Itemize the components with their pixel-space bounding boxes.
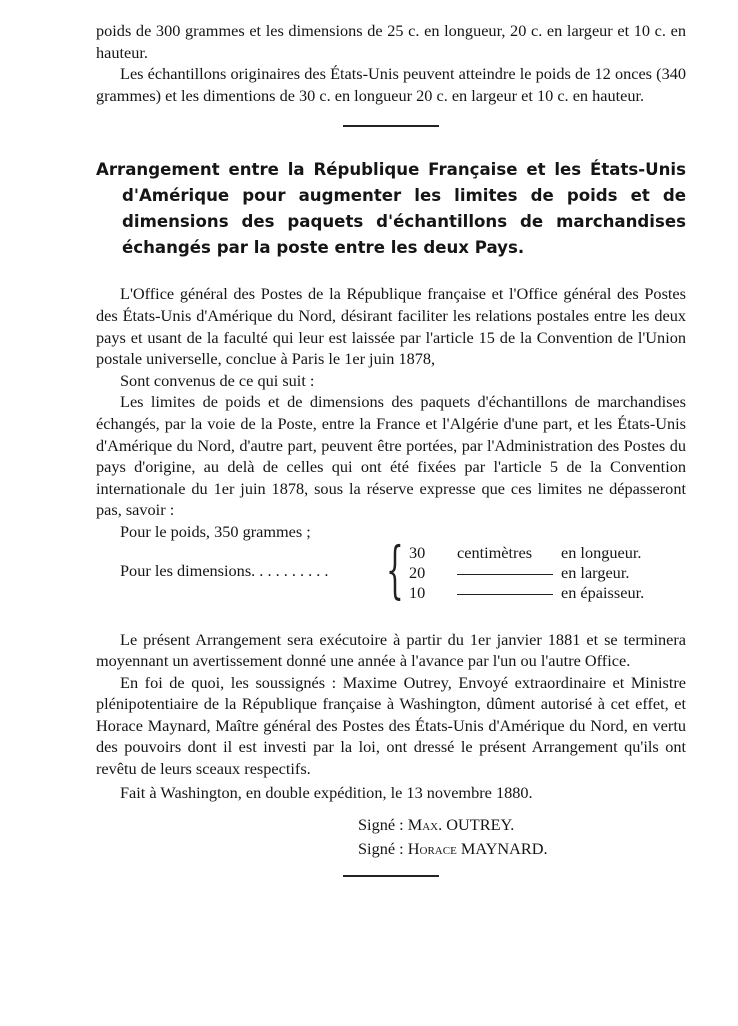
signature-name: Max. OUTREY. (407, 815, 515, 835)
dimension-measure: en largeur. (561, 562, 630, 582)
dimension-value: 20 (409, 562, 426, 582)
title-line-2: d'Amérique pour augmenter les limites de poids et de (122, 186, 686, 206)
intro-paragraph-2: Les échantillons originaires des États-Unis peuvent atteindre le poids de 12 onces (340 grammes) et les dimentions de 30 c. en longueur 20 c. en largeur et 10 c. en hauteur. (96, 64, 686, 105)
dimensions-label: Pour les dimensions. . . . . . . . . . (120, 560, 329, 580)
signature-name: Horace MAYNARD. (407, 839, 548, 859)
dimension-row-width (409, 563, 689, 583)
preamble-paragraph: L'Office général des Postes de la République française et l'Office général des Postes des États-Unis d'Amérique du Nord, désirant faciliter les relations postales entre les deux pays et usant de la faculté qui leur est laissée par l'article 15 de la Convention de l'Union postale universelle, conclue à Paris le 1er juin 1878, (96, 284, 686, 369)
ditto-dash (457, 574, 553, 575)
weight-limit: Pour le poids, 350 grammes ; (120, 521, 311, 541)
dimension-value: 30 (409, 542, 426, 562)
dimension-measure: en longueur. (561, 542, 642, 562)
brace-glyph: { (386, 532, 404, 606)
signature-outrey (96, 813, 686, 837)
arrangement-title (96, 157, 686, 261)
dimensions-block (96, 532, 686, 606)
signature-prefix: Signé : (358, 815, 404, 835)
title-line-3: dimensions des paquets d'échantillons de marchandises (122, 212, 686, 232)
dimension-row-thickness (409, 583, 689, 603)
convenus-line: Sont convenus de ce qui suit : (120, 370, 315, 390)
executoire-paragraph: Le présent Arrangement sera exécutoire à partir du 1er janvier 1881 et se terminera moyennant un avertissement donné une année à l'avance par l'un ou l'autre Office. (96, 629, 686, 671)
en-foi-paragraph: En foi de quoi, les soussignés : Maxime Outrey, Envoyé extraordinaire et Ministre plénipotentiaire de la République française à Washington, dûment autorisé à cet effet, et Horace Maynard, Maître général des Postes des États-Unis d'Amérique du Nord, en vertu des pouvoirs dont il est investi par la loi, ont dressé le présent Arrangement qu'ils ont revêtu de leurs sceaux respectifs. (96, 672, 686, 779)
ditto-dash (457, 594, 553, 595)
intro-paragraph-1: poids de 300 grammes et les dimensions de 25 c. en longueur, 20 c. en largeur et 10 c. en hauteur. (96, 21, 686, 62)
title-line-4: échangés par la poste entre les deux Pays. (122, 238, 525, 258)
dimension-measure: en épaisseur. (561, 582, 645, 602)
title-line-1: Arrangement entre la République Française et les États-Unis (96, 160, 686, 180)
signature-maynard (96, 837, 686, 861)
document-page (96, 20, 686, 877)
section-divider-bottom (343, 875, 439, 877)
dimension-unit: centimètres (457, 542, 533, 562)
signature-prefix: Signé : (358, 839, 404, 859)
fait-line: Fait à Washington, en double expédition, le 13 novembre 1880. (120, 782, 533, 802)
dimension-value: 10 (409, 582, 426, 602)
limits-paragraph: Les limites de poids et de dimensions des paquets d'échantillons de marchandises échangés, par la voie de la Poste, entre la France et l'Algérie d'une part, et les États-Unis d'Amérique du Nord, d'autre part, peuvent être portées, par l'Administration des Postes du pays d'origine, au delà de celles qui ont été fixées par l'article 5 de la Convention internationale du 1er juin 1878, sous la réserve expresse que ces limites ne dépasseront pas, savoir : (96, 392, 686, 520)
dimension-row-length (409, 543, 689, 563)
